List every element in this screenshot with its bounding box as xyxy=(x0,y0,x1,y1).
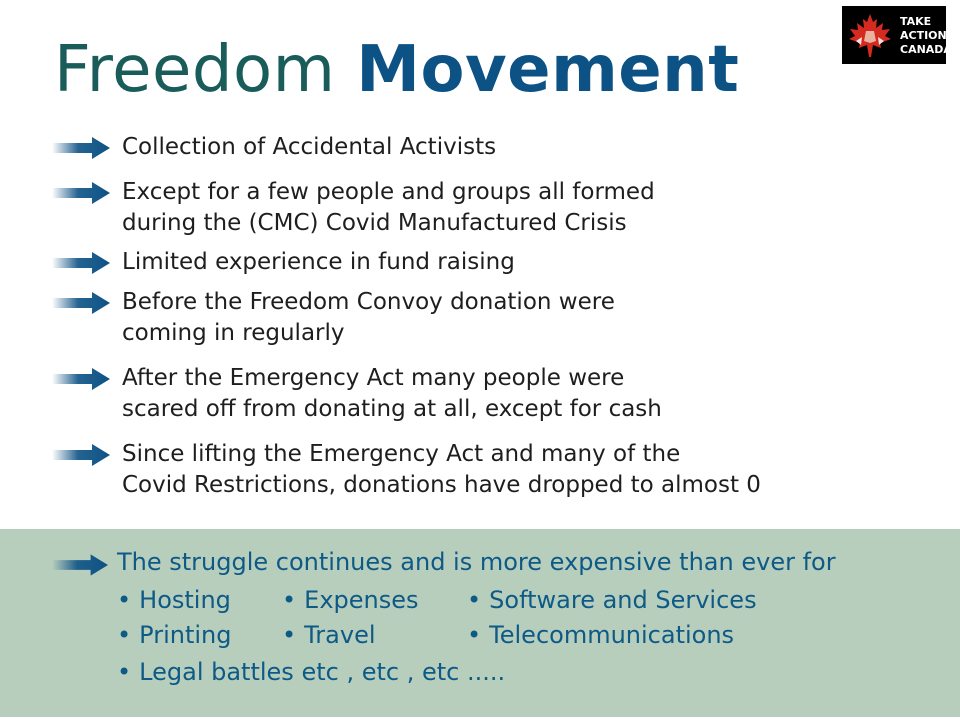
bullet-line: Covid Restrictions, donations have dropped to almost 0 xyxy=(122,472,761,498)
list-item: • Hosting xyxy=(117,584,231,616)
bullet-text xyxy=(122,247,515,278)
bullet-text xyxy=(122,132,496,163)
bullet-line: After the Emergency Act many people were xyxy=(122,365,625,391)
arrow-icon xyxy=(52,367,110,391)
logo-line-action: ACTION xyxy=(900,29,947,42)
bullet-text xyxy=(122,363,662,425)
list-item: • Software and Services xyxy=(467,584,757,616)
bullet-line: Limited experience in fund raising xyxy=(122,249,515,275)
logo-line-canada: CANADA xyxy=(900,43,952,56)
logo-text xyxy=(900,15,952,57)
bullet-line: during the (CMC) Covid Manufactured Crisis xyxy=(122,210,627,236)
bottom-panel xyxy=(0,529,960,717)
bullet-text xyxy=(122,287,615,349)
arrow-icon xyxy=(52,181,110,205)
panel-lead-text: The struggle continues and is more expensive than ever for xyxy=(117,548,836,576)
bullet-line: Since lifting the Emergency Act and many of the xyxy=(122,441,681,467)
bullet-line: Before the Freedom Convoy donation were xyxy=(122,289,615,315)
bullet-text xyxy=(122,439,761,501)
logo-line-take: TAKE xyxy=(900,15,932,28)
arrow-icon xyxy=(52,291,110,315)
title-regular: Freedom xyxy=(54,33,336,107)
bullet-line: scared off from donating at all, except for cash xyxy=(122,396,662,422)
bullet-line: Collection of Accidental Activists xyxy=(122,134,497,160)
arrow-icon xyxy=(52,136,110,160)
list-item: • Travel xyxy=(282,619,376,651)
bullet-line: coming in regularly xyxy=(122,320,345,346)
arrow-icon xyxy=(52,251,110,275)
arrow-icon xyxy=(52,443,110,467)
list-item: • Telecommunications xyxy=(467,619,734,651)
list-item: • Printing xyxy=(117,619,231,651)
take-action-canada-logo xyxy=(842,6,952,64)
list-item: • Expenses xyxy=(282,584,419,616)
slide-title xyxy=(54,34,739,106)
bullet-text xyxy=(122,177,655,239)
list-item: • Legal battles etc , etc , etc ..... xyxy=(117,656,505,688)
title-bold: Movement xyxy=(356,33,740,107)
bullet-line: Except for a few people and groups all formed xyxy=(122,179,655,205)
arrow-icon xyxy=(52,553,108,577)
maple-leaf-icon xyxy=(844,11,896,61)
